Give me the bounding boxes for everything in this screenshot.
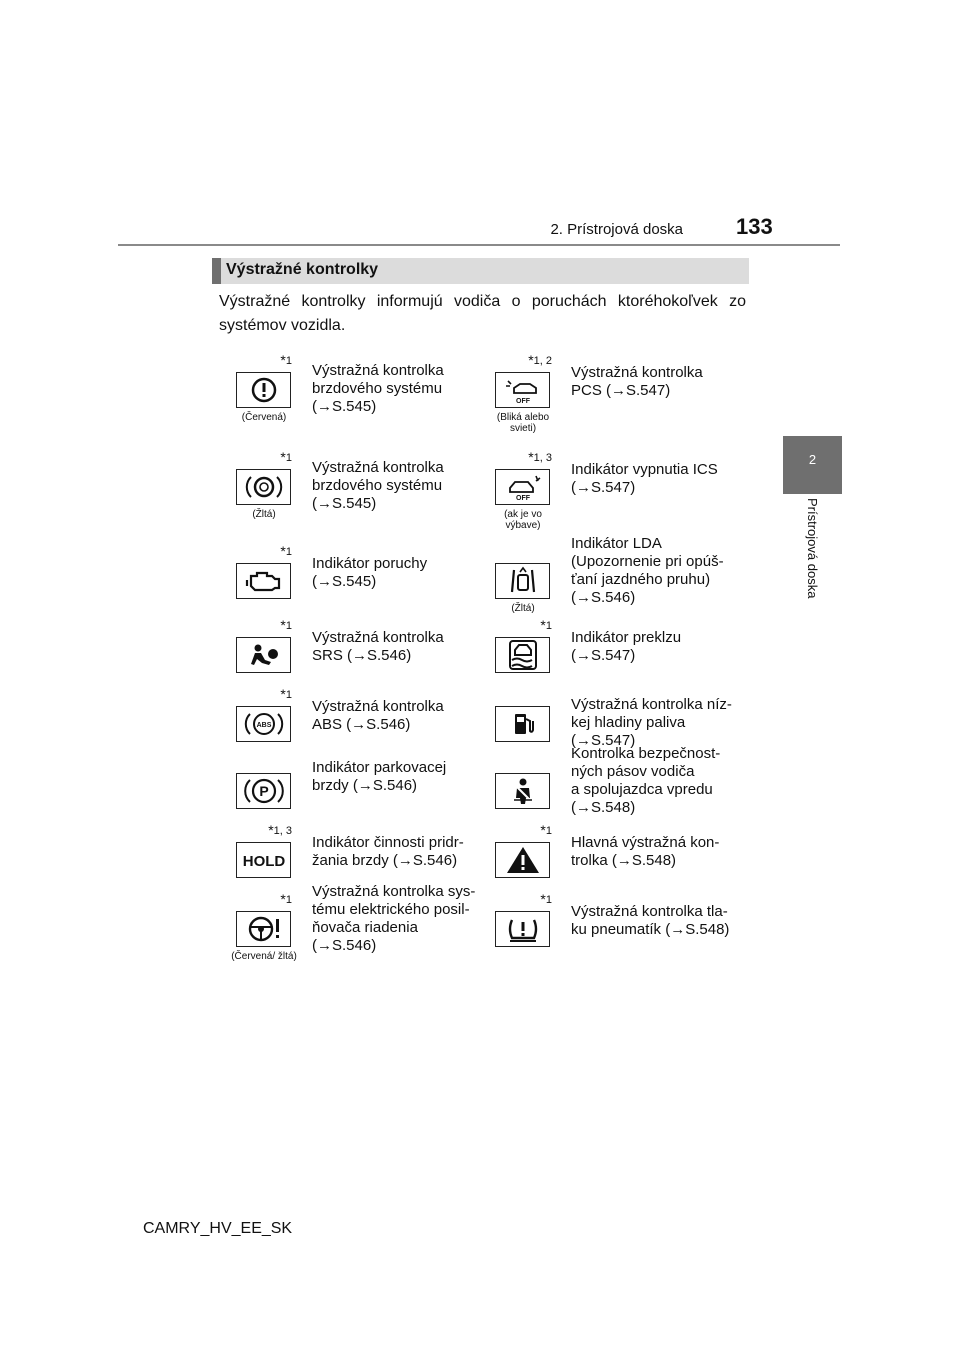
description-line: ných pásov vodiča xyxy=(571,763,695,780)
description-text xyxy=(312,629,444,665)
description-line: ABS (→S.546) xyxy=(312,716,411,733)
power-steering-icon xyxy=(236,911,291,947)
description-line: Indikátor vypnutia ICS xyxy=(571,461,718,478)
icon-caption: (Červená) xyxy=(241,412,287,423)
table-cell xyxy=(495,352,755,434)
table-cell xyxy=(236,449,496,519)
description-text xyxy=(312,555,427,591)
footnote-marker: *$^1$ xyxy=(540,617,552,633)
header-section-title: 2. Prístrojová doska xyxy=(550,221,683,238)
table-cell xyxy=(231,883,496,962)
description-line: žania brzdy (→S.546) xyxy=(312,852,458,869)
seat-belt-icon xyxy=(495,773,550,809)
intro-paragraph xyxy=(219,290,746,338)
description-line: brzdy (→S.546) xyxy=(312,777,418,794)
table-cell xyxy=(236,686,496,756)
description-text xyxy=(312,834,464,870)
description-text xyxy=(571,834,719,870)
svg-text:HOLD: HOLD xyxy=(242,853,285,870)
description-line: (→S.545) xyxy=(312,573,377,590)
icon-caption: (Žltá) xyxy=(511,603,535,614)
description-line: Výstražná kontrolka níz- xyxy=(571,696,732,713)
intro-line-1: Výstražné kontrolky informujú vodiča o poruchách ktoréhokoľvek zo xyxy=(219,293,746,310)
description-line: Výstražná kontrolka xyxy=(312,459,444,476)
svg-text:OFF: OFF xyxy=(515,398,530,405)
description-line: (→S.545) xyxy=(312,398,377,415)
table-cell xyxy=(236,753,496,823)
description-line: Hlavná výstražná kon- xyxy=(571,834,720,851)
description-line: Indikátor poruchy xyxy=(312,555,428,572)
description-text xyxy=(571,535,724,607)
description-line: (→S.546) xyxy=(571,589,636,606)
description-line: a spolujazdca vpredu xyxy=(571,781,713,798)
abs-icon xyxy=(236,706,291,742)
description-line: Výstražná kontrolka sys- xyxy=(312,883,476,900)
description-line: brzdového systému xyxy=(312,477,443,494)
description-line: Výstražná kontrolka xyxy=(312,362,444,379)
footnote-marker: *$^1$ xyxy=(280,449,292,465)
brake-system-icon xyxy=(236,469,291,505)
side-tab-number: 2 xyxy=(783,436,842,494)
description-line: Výstražná kontrolka xyxy=(312,629,444,646)
footer-code: CAMRY_HV_EE_SK xyxy=(143,1220,293,1237)
tire-pressure-icon xyxy=(495,911,550,947)
slip-indicator-icon xyxy=(495,637,550,673)
description-text xyxy=(571,903,729,939)
master-warning-icon xyxy=(495,842,550,878)
lda-icon xyxy=(495,563,550,599)
table-cell xyxy=(236,352,496,422)
icon-caption: (Červená/ žltá) xyxy=(231,951,297,962)
icon-caption: (Žltá) xyxy=(252,509,276,520)
description-line: trolka (→S.548) xyxy=(571,852,677,869)
table-cell xyxy=(495,535,755,614)
description-line: Kontrolka bezpečnost- xyxy=(571,745,721,762)
section-title: Výstražné kontrolky xyxy=(226,261,379,278)
description-text xyxy=(312,362,444,416)
section-title-bar xyxy=(212,258,749,284)
description-line: kej hladiny paliva xyxy=(571,714,686,731)
table-cell xyxy=(236,822,496,892)
description-line: Indikátor činnosti pridr- xyxy=(312,834,464,851)
description-line: Indikátor preklzu xyxy=(571,629,682,646)
icon-caption: (Bliká alebo svieti) xyxy=(496,412,550,434)
description-text xyxy=(571,696,732,750)
footnote-marker: *$^1$ xyxy=(540,822,552,838)
description-line: (→S.546) xyxy=(312,937,377,954)
footnote-marker: *$^1$ xyxy=(280,543,292,559)
description-line: ťaní jazdného pruhu) xyxy=(571,571,711,588)
description-line: Výstražná kontrolka tla- xyxy=(571,903,728,920)
pcs-off-icon xyxy=(495,372,550,408)
description-line: Indikátor parkovacej xyxy=(312,759,447,776)
table-cell xyxy=(495,617,755,687)
ics-off-icon xyxy=(495,469,550,505)
footnote-marker: *$^{1, 3}$ xyxy=(528,449,552,465)
table-cell xyxy=(495,891,755,961)
description-line: (→S.545) xyxy=(312,495,377,512)
table-cell xyxy=(236,543,496,613)
description-line: SRS (→S.546) xyxy=(312,647,412,664)
table-cell xyxy=(495,745,755,823)
footnote-marker: *$^{1, 3}$ xyxy=(268,822,292,838)
parking-brake-icon xyxy=(236,773,291,809)
footnote-marker: *$^1$ xyxy=(280,617,292,633)
footnote-marker: *$^1$ xyxy=(280,891,292,907)
icon-caption: (ak je vo výbave) xyxy=(504,509,542,531)
description-text xyxy=(312,759,446,795)
engine-malfunction-icon xyxy=(236,563,291,599)
side-tab-text: Prístrojová doska xyxy=(805,498,820,599)
description-text xyxy=(571,461,718,497)
description-text xyxy=(571,745,720,817)
description-line: (→S.548) xyxy=(571,799,636,816)
description-text xyxy=(571,629,681,665)
description-text xyxy=(312,698,444,734)
brake-warning-icon xyxy=(236,372,291,408)
section-accent xyxy=(212,258,221,284)
table-cell xyxy=(495,449,755,531)
description-line: ku pneumatík (→S.548) xyxy=(571,921,730,938)
description-line: Výstražná kontrolka xyxy=(571,364,703,381)
page-number: 133 xyxy=(736,214,773,239)
table-cell xyxy=(236,617,496,687)
description-line: ňovača riadenia xyxy=(312,919,418,936)
description-line: (→S.547) xyxy=(571,479,636,496)
header-rule xyxy=(118,244,840,246)
footnote-marker: *$^1$ xyxy=(540,891,552,907)
description-line: PCS (→S.547) xyxy=(571,382,671,399)
table-cell xyxy=(495,822,755,892)
svg-text:ABS: ABS xyxy=(256,722,271,729)
footnote-marker: *$^{1, 2}$ xyxy=(528,352,552,368)
description-line: Indikátor LDA xyxy=(571,535,662,552)
low-fuel-icon xyxy=(495,706,550,742)
description-line: Výstražná kontrolka xyxy=(312,698,444,715)
svg-text:OFF: OFF xyxy=(515,495,530,502)
intro-line-2: systémov vozidla. xyxy=(219,317,346,334)
svg-text:P: P xyxy=(258,783,269,799)
srs-airbag-icon xyxy=(236,637,291,673)
description-text xyxy=(571,364,703,400)
description-line: tému elektrického posil- xyxy=(312,901,470,918)
description-line: (→S.547) xyxy=(571,647,636,664)
footnote-marker: *$^1$ xyxy=(280,686,292,702)
description-line: brzdového systému xyxy=(312,380,443,397)
description-line: (Upozornenie pri opúš- xyxy=(571,553,724,570)
footnote-marker: *$^1$ xyxy=(280,352,292,368)
description-text xyxy=(312,883,475,955)
brake-hold-icon xyxy=(236,842,291,878)
description-text xyxy=(312,459,444,513)
description-line: (→S.547) xyxy=(571,732,636,749)
